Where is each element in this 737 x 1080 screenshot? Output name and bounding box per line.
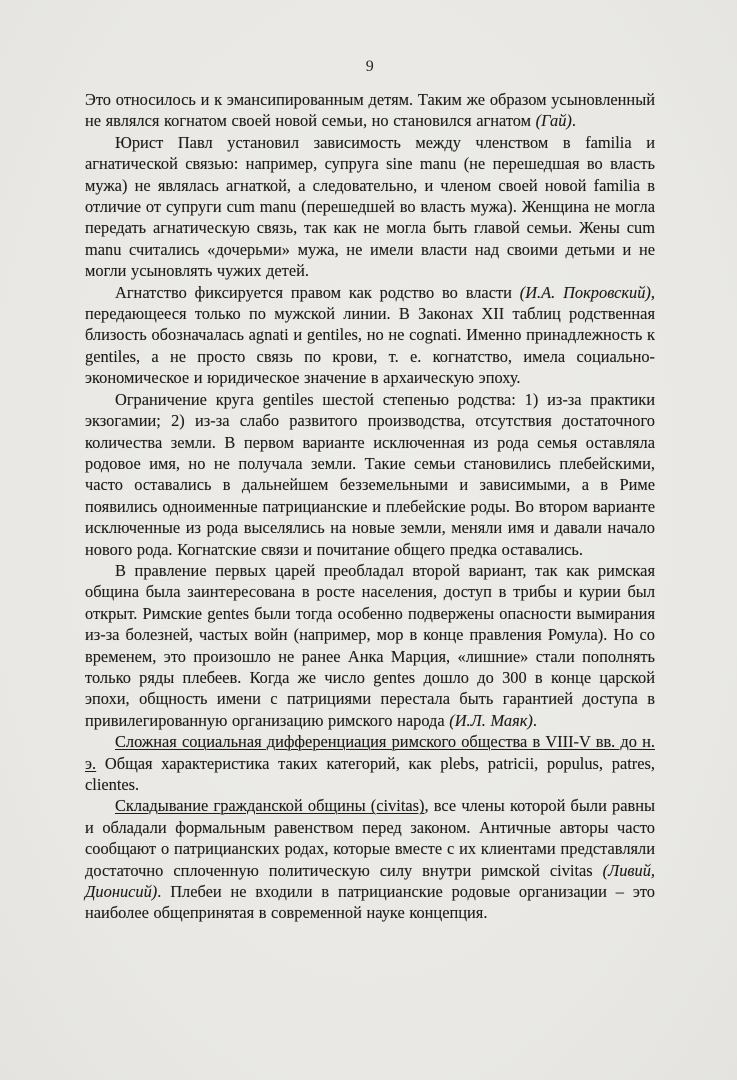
paragraph [85, 731, 655, 795]
text-run: Общая характеристика таких категорий, как plebs, patricii, populus, patres, clientes. [85, 753, 655, 794]
text-run: Это относилось и к эмансипированным детям. Таким же образом усыновленный не являлся когнатом своей новой семьи, но становился агнатом [85, 90, 655, 131]
text-run: . [532, 710, 537, 730]
text-run: Юрист Павл установил зависимость между членством в familia и агнатической связью: например, супруга sine manu (не перешедшая во власть мужа) не являлась агнаткой, а следовательно, и членом своей новой familia в отличие от супруги cum manu (перешедшей во власть мужа). Женщина не могла передать агнатическую связь, так как не могла быть главой семьи. Жены cum manu считались «дочерьми» мужа, не имели власти над своими детьми и не могли усыновлять чужих детей. [85, 132, 655, 281]
paragraph [85, 282, 655, 389]
paragraph [85, 795, 655, 923]
underline-text-run: Складывание гражданской общины (civitas) [115, 796, 425, 816]
paragraph [85, 132, 655, 282]
text-run: Агнатство фиксируется правом как родство во власти [115, 282, 520, 302]
underline-text-run: Сложная социальная дифференциация римского общества в VIII-V вв. до н. э. [85, 732, 655, 773]
text-run: . Плебеи не входили в патрицианские родовые организации – это наиболее общепринятая в современной науке концепция. [85, 882, 655, 923]
italic-text-run: (Гай) [535, 111, 572, 131]
text-run: , передающееся только по мужской линии. В Законах XII таблиц родственная близость обозначалась agnati и gentiles, но не cognati. Именно принадлежность к gentiles, а не просто связь по крови, т. е. когнатство, имела социально-экономическое и юридическое значение в архаическую эпоху. [85, 282, 655, 388]
page-content [85, 89, 655, 924]
paragraph [85, 89, 655, 132]
paragraph [85, 560, 655, 731]
text-run: Ограничение круга gentiles шестой степенью родства: 1) из-за практики экзогамии; 2) из-за слабо развитого производства, отсутствия достаточного количества земли. В первом варианте исключенная из рода семья оставляла родовое имя, но не получала земли. Такие семьи становились плебейскими, часто оставались в дальнейшем безземельными и зависимыми, а в Риме появились одноименные патрицианские и плебейские роды. Во втором варианте исключенные из рода выселялись на новые земли, меняли имя и давали начало нового рода. Когнатские связи и почитание общего предка оставались. [85, 389, 655, 559]
page-number: 9 [365, 58, 375, 75]
paragraph [85, 389, 655, 560]
text-run: В правление первых царей преобладал второй вариант, так как римская община была заинтересована в росте населения, доступ в трибы и курии был открыт. Римские gentes были тогда особенно подвержены опасности вымирания из-за болезней, частых войн (например, мор в конце правления Ромула). Но со временем, это произошло не ранее Анка Марция, «лишние» стали пополнять только ряды плебеев. Когда же число gentes дошло до 300 в конце царской эпохи, общность имени с патрициями перестала быть гарантией доступа в привилегированную организацию римского народа [85, 560, 655, 730]
italic-text-run: (Ливий, Дионисий) [85, 860, 655, 902]
text-run: , все члены которой были равны и обладали формальным равенством перед законом. Античные авторы часто сообщают о патрицианских родах, которые вместе с их клиентами представляли достаточно сплоченную политическую силу внутри римской civitas [85, 796, 655, 880]
italic-text-run: (И.Л. Маяк) [449, 710, 533, 730]
text-run: . [571, 111, 576, 131]
italic-text-run: (И.А. Покровский) [519, 282, 651, 302]
